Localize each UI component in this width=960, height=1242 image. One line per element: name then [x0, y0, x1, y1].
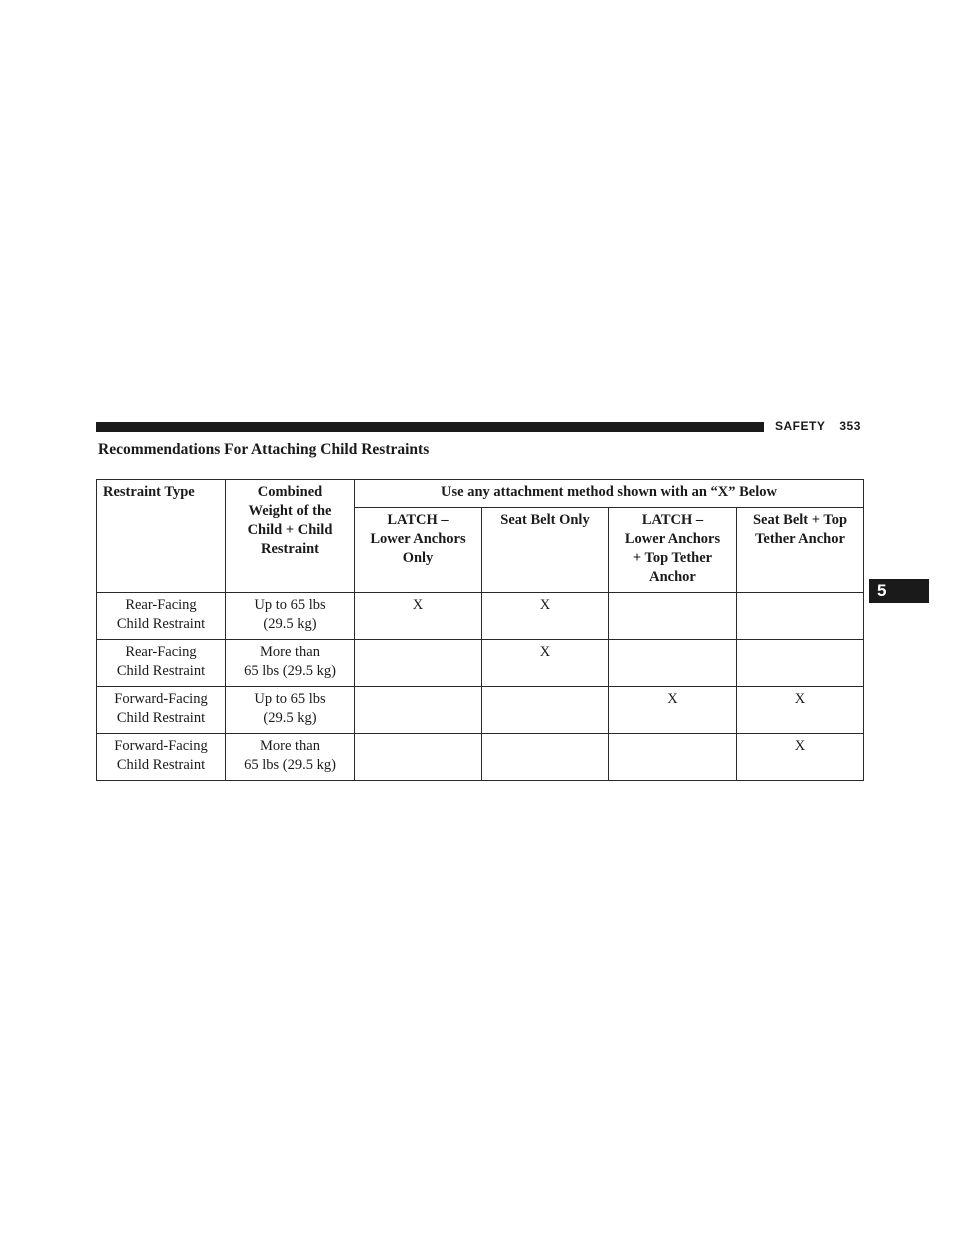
table-row — [97, 687, 864, 734]
table-row — [97, 734, 864, 781]
header-restraint-type: Restraint Type — [97, 480, 226, 593]
page-header — [775, 419, 861, 433]
cell-restraint-type: Forward-Facing Child Restraint — [97, 687, 226, 734]
table-row — [97, 593, 864, 640]
cell-combined-weight: Up to 65 lbs (29.5 kg) — [226, 687, 355, 734]
cell-combined-weight: Up to 65 lbs (29.5 kg) — [226, 593, 355, 640]
section-title: Recommendations For Attaching Child Restraints — [98, 441, 430, 458]
cell-mark-latch-top-tether — [609, 734, 737, 781]
cell-mark-latch-only — [355, 640, 482, 687]
cell-restraint-type: Forward-Facing Child Restraint — [97, 734, 226, 781]
chapter-tab: 5 — [869, 579, 929, 603]
cell-mark-seat-belt-top-tether — [737, 640, 864, 687]
cell-mark-latch-only — [355, 687, 482, 734]
table-header-row — [97, 480, 864, 508]
cell-mark-seat-belt-top-tether: X — [737, 687, 864, 734]
header-combined-weight: Combined Weight of the Child + Child Restraint — [226, 480, 355, 593]
cell-mark-latch-top-tether — [609, 640, 737, 687]
cell-mark-seat-belt-only: X — [482, 640, 609, 687]
cell-combined-weight: More than 65 lbs (29.5 kg) — [226, 640, 355, 687]
cell-combined-weight: More than 65 lbs (29.5 kg) — [226, 734, 355, 781]
cell-mark-latch-only — [355, 734, 482, 781]
header-methods-group: Use any attachment method shown with an “X” Below — [355, 480, 864, 508]
table-row — [97, 640, 864, 687]
cell-mark-seat-belt-top-tether: X — [737, 734, 864, 781]
cell-restraint-type: Rear-Facing Child Restraint — [97, 593, 226, 640]
cell-mark-latch-only: X — [355, 593, 482, 640]
header-rule — [96, 422, 764, 432]
header-method-latch-only: LATCH – Lower Anchors Only — [355, 508, 482, 593]
cell-mark-seat-belt-only — [482, 687, 609, 734]
header-section-label: SAFETY — [775, 419, 826, 433]
cell-mark-seat-belt-only — [482, 734, 609, 781]
cell-mark-seat-belt-top-tether — [737, 593, 864, 640]
header-method-seat-belt-only: Seat Belt Only — [482, 508, 609, 593]
cell-mark-seat-belt-only: X — [482, 593, 609, 640]
header-method-latch-top-tether: LATCH – Lower Anchors + Top Tether Anchor — [609, 508, 737, 593]
cell-mark-latch-top-tether: X — [609, 687, 737, 734]
header-method-seat-belt-top-tether: Seat Belt + Top Tether Anchor — [737, 508, 864, 593]
cell-mark-latch-top-tether — [609, 593, 737, 640]
cell-restraint-type: Rear-Facing Child Restraint — [97, 640, 226, 687]
attachment-method-table — [96, 479, 864, 781]
page-number: 353 — [839, 419, 861, 433]
